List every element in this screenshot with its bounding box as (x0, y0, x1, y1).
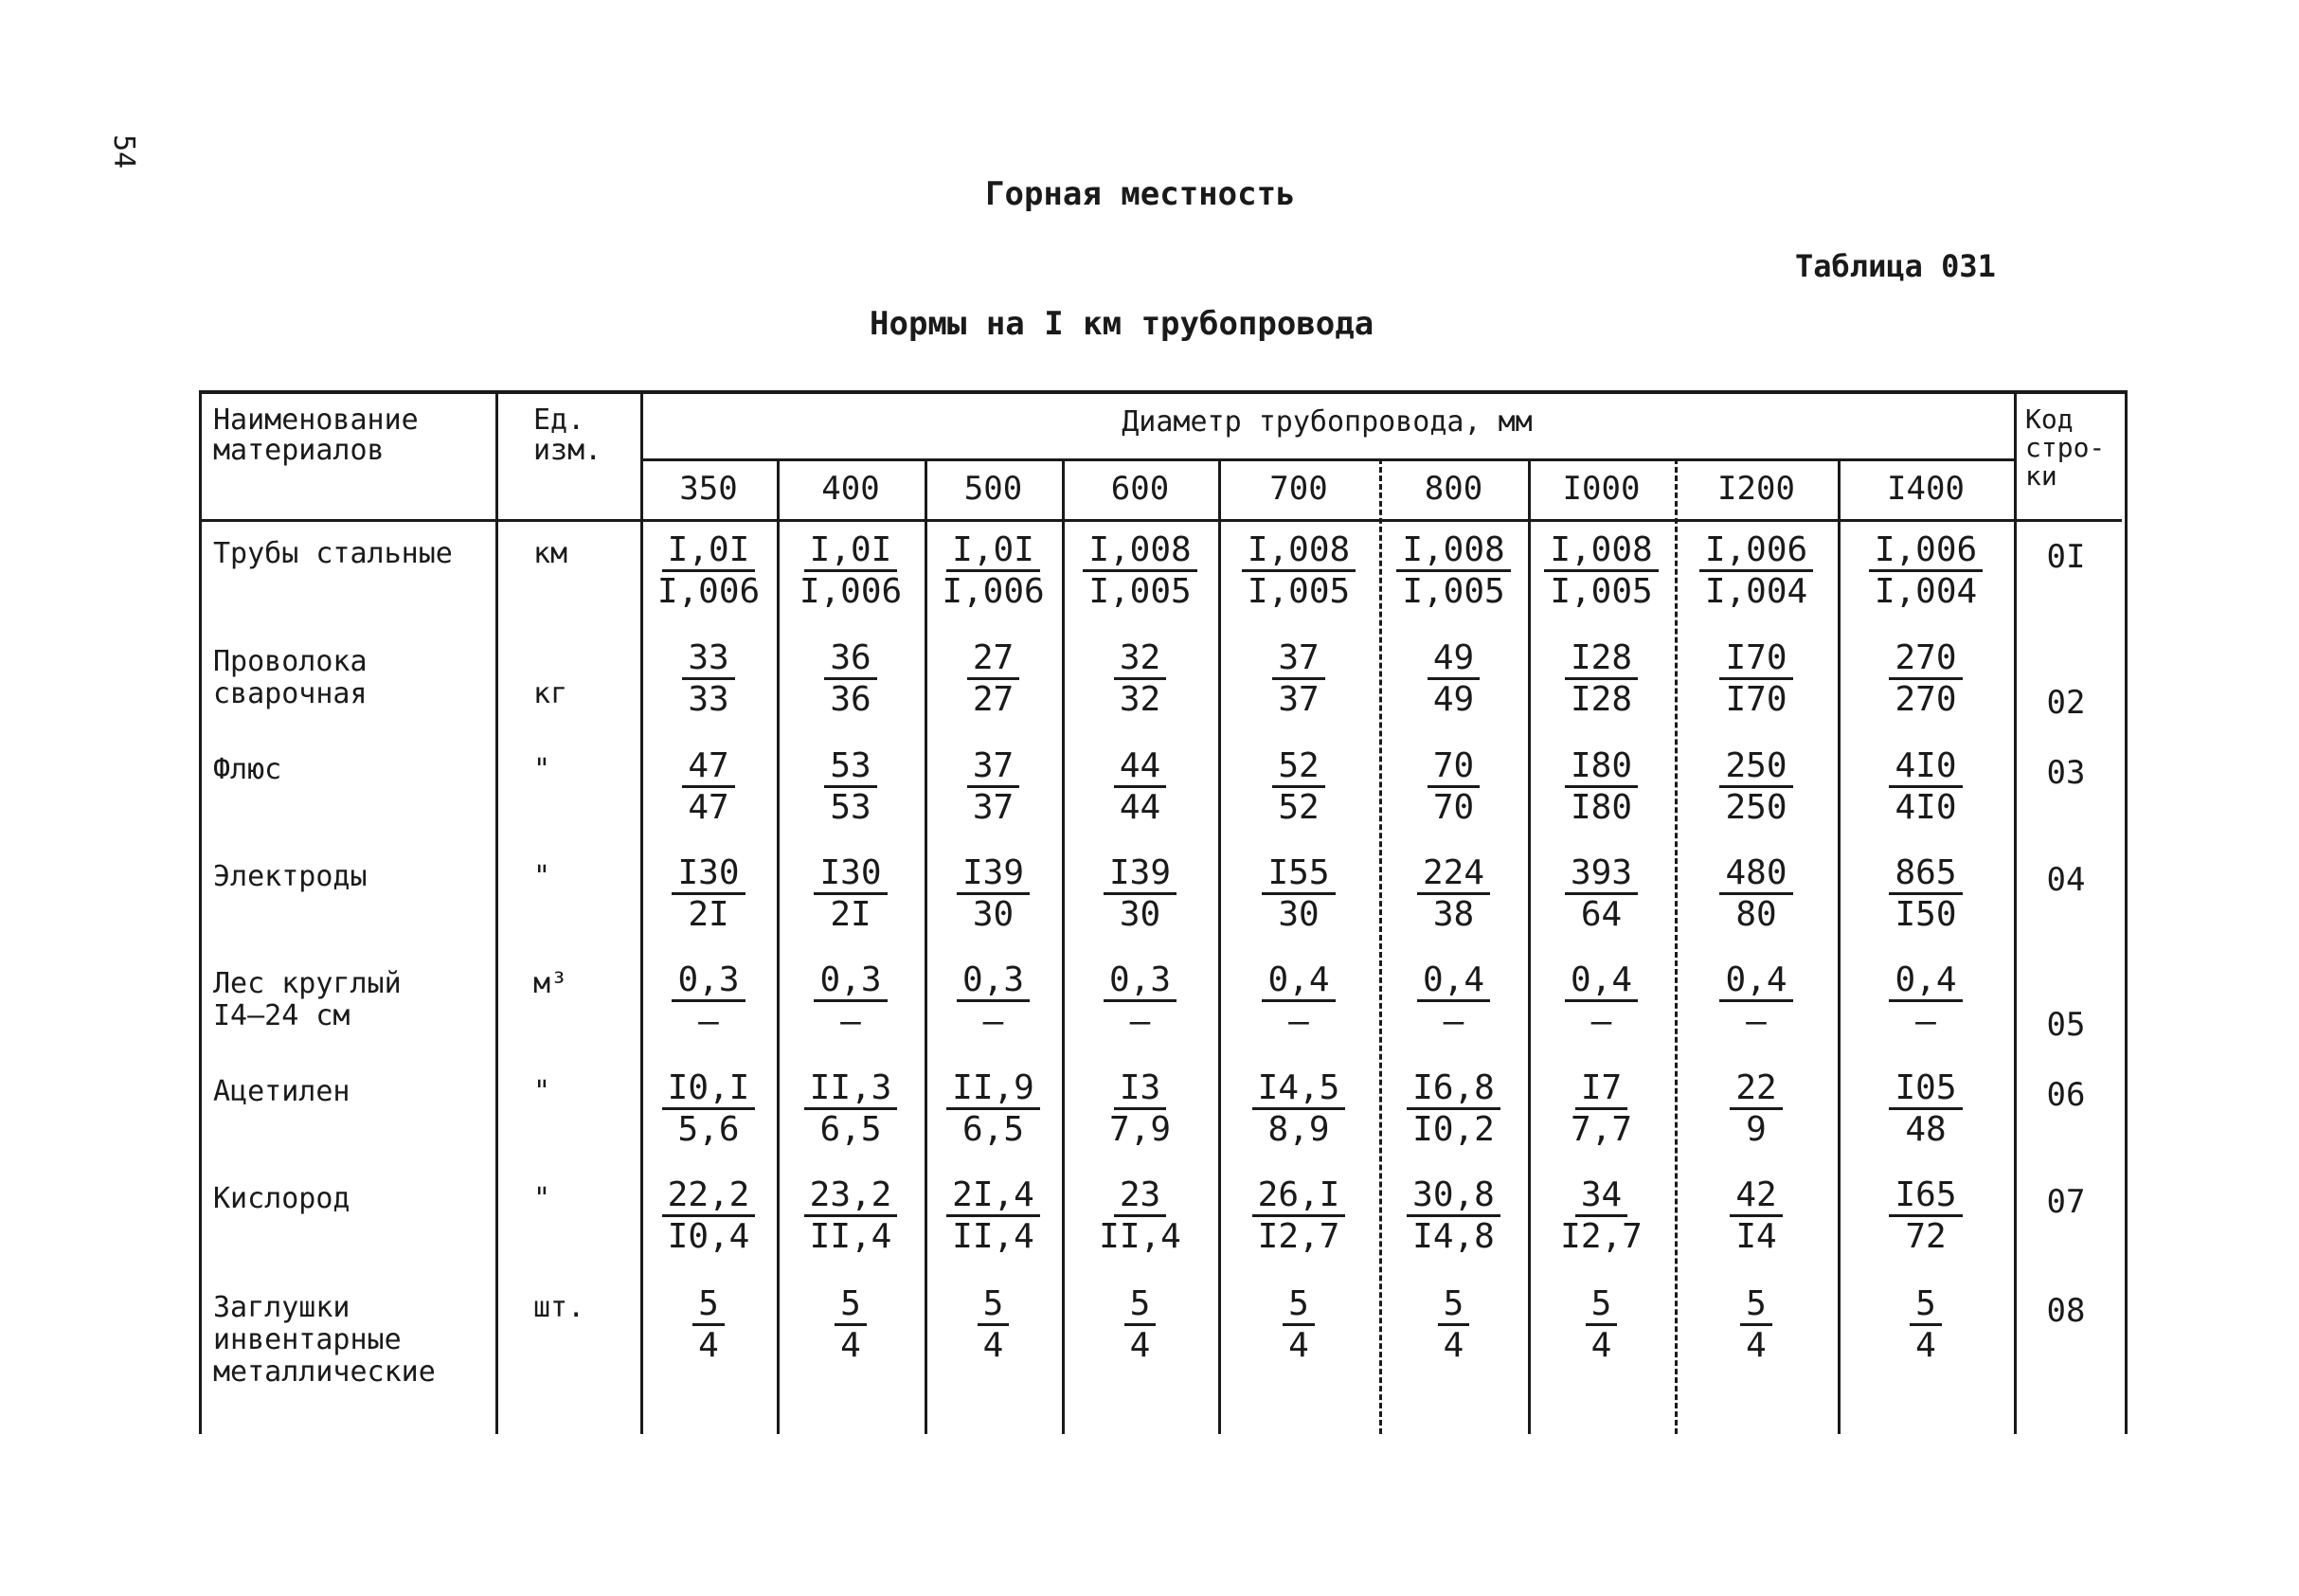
value-numerator: 865 (1889, 854, 1962, 895)
value-denominator: – (982, 1002, 1004, 1041)
value-fraction (1218, 1284, 1379, 1366)
value-fraction (640, 853, 777, 935)
value-numerator: 250 (1719, 747, 1792, 788)
header-diameter-600: 600 (1110, 470, 1170, 508)
value-fraction (1528, 1175, 1675, 1257)
value-numerator: 5 (1438, 1285, 1470, 1326)
value-numerator: I65 (1889, 1176, 1962, 1217)
value-denominator: I,005 (1550, 572, 1653, 611)
row-material-name: Лес круглый I4–24 см (213, 967, 402, 1032)
value-fraction (1528, 1068, 1675, 1150)
value-denominator: 270 (1895, 680, 1957, 719)
value-fraction (777, 530, 925, 612)
value-denominator: 4 (982, 1326, 1004, 1365)
value-fraction (925, 1284, 1062, 1366)
value-numerator: I,008 (1242, 531, 1356, 572)
row-unit: м³ (533, 967, 568, 1000)
value-denominator: I,006 (942, 572, 1045, 611)
value-numerator: 0,4 (1889, 961, 1962, 1002)
value-fraction (1218, 853, 1379, 935)
value-denominator: – (1746, 1002, 1767, 1041)
value-denominator: 4 (1288, 1326, 1309, 1365)
table-label: Таблица 031 (1795, 248, 1996, 284)
value-numerator: I70 (1719, 639, 1792, 680)
value-numerator: I28 (1565, 639, 1638, 680)
value-denominator: I,004 (1704, 572, 1808, 611)
row-unit: шт. (533, 1291, 585, 1324)
value-fraction (925, 638, 1062, 720)
value-denominator: I2,7 (1257, 1217, 1340, 1256)
value-numerator: I39 (957, 854, 1030, 895)
value-denominator: 4 (1129, 1326, 1151, 1365)
value-fraction (1379, 960, 1528, 1042)
value-fraction (925, 1068, 1062, 1150)
value-fraction (1379, 638, 1528, 720)
value-numerator: I4,5 (1252, 1069, 1346, 1110)
value-numerator: 0,4 (1417, 961, 1490, 1002)
value-numerator: 37 (967, 747, 1019, 788)
value-numerator: 0,4 (1719, 961, 1792, 1002)
value-fraction (1838, 746, 2014, 828)
value-numerator: I,006 (1869, 531, 1983, 572)
value-numerator: 5 (978, 1285, 1010, 1326)
value-numerator: I,0I (946, 531, 1040, 572)
row-material-name: Заглушки инвентарные металлические (213, 1291, 436, 1389)
header-code: Код стро- ки (2025, 403, 2106, 492)
value-fraction (1379, 1284, 1528, 1366)
value-denominator: 250 (1725, 788, 1787, 827)
value-denominator: 9 (1746, 1110, 1767, 1149)
value-fraction (640, 746, 777, 828)
value-numerator: I,006 (1699, 531, 1813, 572)
value-fraction (1528, 853, 1675, 935)
value-numerator: 393 (1565, 854, 1638, 895)
row-unit: " (533, 1075, 551, 1108)
value-fraction (925, 530, 1062, 612)
value-denominator: 4 (1915, 1326, 1936, 1365)
value-numerator: 5 (1740, 1285, 1772, 1326)
value-fraction (640, 1175, 777, 1257)
value-numerator: 49 (1428, 639, 1480, 680)
value-denominator: 37 (972, 788, 1015, 827)
header-divider (640, 458, 2014, 461)
value-fraction (1218, 1068, 1379, 1150)
value-denominator: I70 (1725, 680, 1787, 719)
value-denominator: 4 (1746, 1326, 1767, 1365)
page-title: Горная местность (985, 175, 1296, 213)
value-fraction (1218, 1175, 1379, 1257)
value-fraction (1379, 746, 1528, 828)
value-numerator: I,008 (1544, 531, 1658, 572)
value-fraction (1838, 1284, 2014, 1366)
row-material-name: Кислород (213, 1182, 350, 1215)
value-numerator: II,3 (804, 1069, 898, 1110)
value-fraction (777, 1068, 925, 1150)
value-denominator: 52 (1278, 788, 1320, 827)
value-denominator: I,005 (1088, 572, 1192, 611)
value-fraction (1218, 960, 1379, 1042)
value-denominator: 2I (688, 895, 729, 934)
value-fraction (640, 960, 777, 1042)
value-denominator: I2,7 (1560, 1217, 1643, 1256)
value-fraction (1675, 746, 1838, 828)
value-denominator: 36 (830, 680, 871, 719)
value-denominator: 8,9 (1267, 1110, 1330, 1149)
value-numerator: 5 (1124, 1285, 1157, 1326)
value-denominator: 48 (1905, 1110, 1947, 1149)
value-denominator: 64 (1580, 895, 1623, 934)
value-numerator: 0,3 (1104, 961, 1176, 1002)
value-numerator: 30,8 (1407, 1176, 1500, 1217)
value-fraction (1838, 1175, 2014, 1257)
value-denominator: I0,2 (1412, 1110, 1495, 1149)
value-fraction (1675, 960, 1838, 1042)
value-denominator: II,4 (952, 1217, 1034, 1256)
value-denominator: 37 (1278, 680, 1320, 719)
value-denominator: 4 (1443, 1326, 1464, 1365)
value-fraction (777, 960, 925, 1042)
value-denominator: II,4 (809, 1217, 892, 1256)
value-numerator: I,008 (1083, 531, 1196, 572)
header-diameter-800: 800 (1424, 470, 1483, 508)
row-code: 04 (2046, 861, 2086, 899)
value-fraction (1379, 1068, 1528, 1150)
value-fraction (1528, 530, 1675, 612)
value-denominator: 4 (1590, 1326, 1612, 1365)
value-fraction (1838, 530, 2014, 612)
value-fraction (1062, 746, 1218, 828)
row-code: 0I (2046, 538, 2086, 576)
value-fraction (1675, 1175, 1838, 1257)
value-numerator: 5 (1283, 1285, 1315, 1326)
value-denominator: I0,4 (667, 1217, 750, 1256)
value-numerator: 44 (1114, 747, 1166, 788)
header-diameter-500: 500 (963, 470, 1023, 508)
value-denominator: 53 (830, 788, 871, 827)
value-numerator: I7 (1575, 1069, 1627, 1110)
value-denominator: I,005 (1402, 572, 1505, 611)
header-diameter-1000: I000 (1562, 470, 1641, 508)
value-denominator: 27 (972, 680, 1015, 719)
value-numerator: 0,4 (1262, 961, 1335, 1002)
value-fraction (640, 530, 777, 612)
value-numerator: 42 (1730, 1176, 1782, 1217)
value-fraction (1528, 960, 1675, 1042)
value-denominator: 4I0 (1895, 788, 1957, 827)
row-unit: кг (533, 677, 568, 710)
row-unit: " (533, 1182, 551, 1215)
value-denominator: 30 (1119, 895, 1161, 934)
value-fraction (1062, 1175, 1218, 1257)
value-numerator: I3 (1114, 1069, 1166, 1110)
value-numerator: 23 (1114, 1176, 1166, 1217)
value-numerator: 52 (1272, 747, 1324, 788)
value-numerator: I30 (814, 854, 887, 895)
value-denominator: I,005 (1247, 572, 1351, 611)
value-fraction (1528, 1284, 1675, 1366)
value-numerator: 22,2 (662, 1176, 756, 1217)
value-fraction (1062, 1284, 1218, 1366)
value-denominator: I,004 (1874, 572, 1978, 611)
row-material-name: Ацетилен (213, 1075, 350, 1108)
value-denominator: 38 (1432, 895, 1475, 934)
value-numerator: I80 (1565, 747, 1638, 788)
value-fraction (777, 638, 925, 720)
value-fraction (1062, 530, 1218, 612)
row-unit: " (533, 860, 551, 893)
value-numerator: I0,I (662, 1069, 756, 1110)
value-denominator: 49 (1432, 680, 1475, 719)
value-fraction (1062, 853, 1218, 935)
header-diameter-1400: I400 (1887, 470, 1965, 508)
value-denominator: I50 (1895, 895, 1957, 934)
value-fraction (1218, 530, 1379, 612)
value-numerator: I05 (1889, 1069, 1962, 1110)
value-denominator: 70 (1432, 788, 1475, 827)
value-numerator: 5 (1910, 1285, 1942, 1326)
value-numerator: 23,2 (804, 1176, 898, 1217)
value-fraction (1838, 853, 2014, 935)
value-numerator: 480 (1719, 854, 1792, 895)
value-denominator: 4 (840, 1326, 861, 1365)
value-denominator: 32 (1119, 680, 1161, 719)
value-numerator: 270 (1889, 639, 1962, 680)
header-diameter-400: 400 (821, 470, 880, 508)
page-number: 54 (107, 134, 140, 170)
row-material-name: Проволока сварочная (213, 645, 368, 710)
header-material: Наименование материалов (213, 403, 419, 467)
row-code: 02 (2046, 684, 2086, 722)
header-bottom-rule (202, 519, 2122, 522)
value-fraction (640, 1284, 777, 1366)
value-fraction (1838, 960, 2014, 1042)
value-fraction (1218, 746, 1379, 828)
value-numerator: 4I0 (1889, 747, 1962, 788)
value-numerator: 36 (824, 639, 876, 680)
row-code: 08 (2046, 1292, 2086, 1330)
value-fraction (1218, 638, 1379, 720)
value-fraction (1062, 638, 1218, 720)
value-denominator: 47 (688, 788, 729, 827)
value-numerator: 27 (967, 639, 1019, 680)
value-numerator: I,008 (1396, 531, 1510, 572)
value-denominator: I80 (1570, 788, 1633, 827)
value-fraction (640, 638, 777, 720)
value-numerator: I39 (1104, 854, 1176, 895)
value-numerator: II,9 (946, 1069, 1040, 1110)
value-numerator: 70 (1428, 747, 1480, 788)
value-fraction (1675, 853, 1838, 935)
row-code: 05 (2046, 1006, 2086, 1044)
value-fraction (1379, 853, 1528, 935)
value-denominator: 6,5 (819, 1110, 882, 1149)
value-denominator: – (1288, 1002, 1309, 1041)
value-numerator: 5 (835, 1285, 867, 1326)
value-numerator: 5 (692, 1285, 725, 1326)
value-fraction (1675, 1068, 1838, 1150)
value-fraction (777, 1284, 925, 1366)
value-denominator: – (840, 1002, 861, 1041)
value-numerator: I6,8 (1407, 1069, 1500, 1110)
value-denominator: 44 (1119, 788, 1161, 827)
value-fraction (1838, 1068, 2014, 1150)
value-fraction (925, 1175, 1062, 1257)
value-numerator: 0,4 (1565, 961, 1638, 1002)
row-material-name: Флюс (213, 753, 282, 786)
value-numerator: 53 (824, 747, 876, 788)
norms-table (199, 390, 2128, 1434)
row-code: 07 (2046, 1183, 2086, 1221)
value-numerator: 0,3 (672, 961, 745, 1002)
value-numerator: I,0I (662, 531, 756, 572)
value-denominator: 7,9 (1108, 1110, 1172, 1149)
value-fraction (1528, 746, 1675, 828)
value-denominator: 2I (830, 895, 871, 934)
header-unit: Ед. изм. (533, 403, 602, 467)
value-denominator: 6,5 (961, 1110, 1025, 1149)
header-diameter-700: 700 (1269, 470, 1328, 508)
value-denominator: – (698, 1002, 719, 1041)
value-denominator: I,006 (799, 572, 903, 611)
header-diameter-group: Диаметр трубопровода, мм (1122, 405, 1533, 439)
value-numerator: 26,I (1252, 1176, 1346, 1217)
value-numerator: 22 (1730, 1069, 1782, 1110)
value-fraction (1062, 960, 1218, 1042)
value-denominator: I4 (1735, 1217, 1777, 1256)
value-fraction (1379, 530, 1528, 612)
value-denominator: I4,8 (1412, 1217, 1495, 1256)
row-unit: км (533, 537, 568, 570)
value-numerator: I,0I (804, 531, 898, 572)
value-numerator: 224 (1417, 854, 1490, 895)
value-numerator: 34 (1575, 1176, 1627, 1217)
value-fraction (925, 746, 1062, 828)
value-denominator: – (1590, 1002, 1612, 1041)
value-fraction (640, 1068, 777, 1150)
column-divider (495, 394, 498, 1434)
value-denominator: 4 (698, 1326, 719, 1365)
value-denominator: – (1129, 1002, 1151, 1041)
value-denominator: – (1443, 1002, 1464, 1041)
row-material-name: Трубы стальные (213, 537, 453, 570)
value-numerator: 33 (682, 639, 734, 680)
value-numerator: I55 (1262, 854, 1335, 895)
row-code: 06 (2046, 1076, 2086, 1114)
value-denominator: 80 (1735, 895, 1777, 934)
value-denominator: – (1915, 1002, 1936, 1041)
value-fraction (1062, 1068, 1218, 1150)
value-denominator: I,006 (656, 572, 761, 611)
value-numerator: I30 (672, 854, 745, 895)
value-fraction (1528, 638, 1675, 720)
value-numerator: 0,3 (957, 961, 1030, 1002)
value-fraction (1675, 1284, 1838, 1366)
row-material-name: Электроды (213, 860, 368, 893)
value-denominator: I28 (1570, 680, 1633, 719)
value-fraction (1838, 638, 2014, 720)
value-denominator: 72 (1905, 1217, 1947, 1256)
value-fraction (1379, 1175, 1528, 1257)
value-fraction (925, 853, 1062, 935)
value-numerator: 2I,4 (946, 1176, 1040, 1217)
value-numerator: 37 (1272, 639, 1324, 680)
header-diameter-1200: I200 (1717, 470, 1795, 508)
value-numerator: 32 (1114, 639, 1166, 680)
value-denominator: 33 (688, 680, 729, 719)
value-denominator: 7,7 (1570, 1110, 1633, 1149)
table-subtitle: Нормы на I км трубопровода (870, 305, 1374, 343)
header-diameter-350: 350 (679, 470, 738, 508)
value-fraction (1675, 638, 1838, 720)
value-numerator: 0,3 (814, 961, 887, 1002)
value-fraction (925, 960, 1062, 1042)
value-numerator: 5 (1586, 1285, 1618, 1326)
value-numerator: 47 (682, 747, 734, 788)
value-fraction (777, 853, 925, 935)
value-fraction (777, 746, 925, 828)
value-denominator: 30 (972, 895, 1015, 934)
value-fraction (1675, 530, 1838, 612)
value-denominator: 30 (1278, 895, 1320, 934)
row-unit: " (533, 753, 551, 786)
value-denominator: II,4 (1099, 1217, 1181, 1256)
value-fraction (777, 1175, 925, 1257)
value-denominator: 5,6 (677, 1110, 740, 1149)
row-code: 03 (2046, 754, 2086, 792)
